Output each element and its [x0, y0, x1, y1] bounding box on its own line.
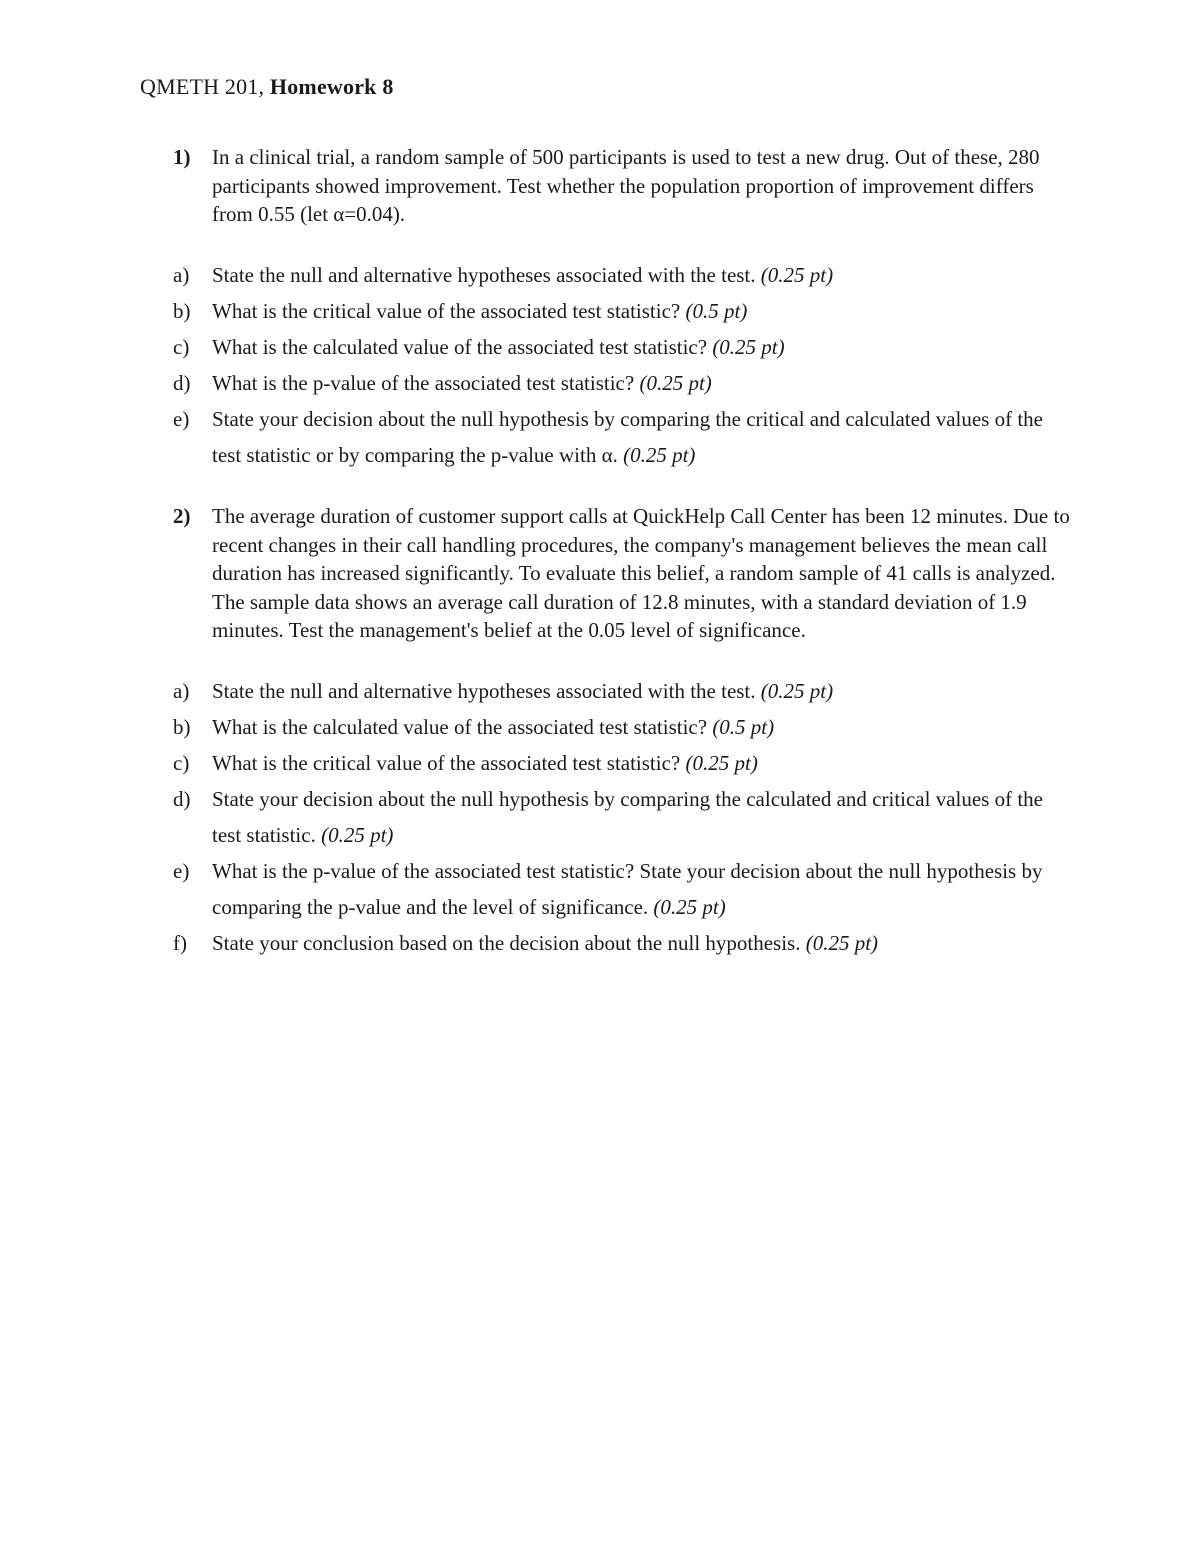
part-b — [140, 709, 1070, 745]
part-text: State your conclusion based on the decision about the null hypothesis. — [212, 930, 801, 955]
part-letter: a) — [173, 678, 190, 703]
part-letter: d) — [173, 370, 191, 395]
part-text: What is the calculated value of the associated test statistic? — [212, 334, 708, 359]
part-text: State your decision about the null hypothesis by comparing the calculated and critical values of the test statistic. — [212, 786, 1044, 847]
part-points: (0.25 pt) — [805, 930, 879, 955]
question-number: 1) — [173, 145, 191, 169]
question-parts — [140, 257, 1070, 473]
question-text: In a clinical trial, a random sample of 500 participants is used to test a new drug. Out of these, 280 participants showed improvement. Test whether the population proportion of improvement differs from 0.55 (let α=0.04). — [212, 145, 1040, 226]
page-title-text: QMETH 201, Homework 8 — [140, 74, 394, 99]
part-text: What is the p-value of the associated test statistic? — [212, 370, 635, 395]
question-text: The average duration of customer support calls at QuickHelp Call Center has been 12 minutes. Due to recent changes in their call handling procedures, the company's management believes the mean call duration has increased significantly. To evaluate this belief, a random sample of 41 calls is analyzed. The sample data shows an average call duration of 12.8 minutes, with a standard deviation of 1.9 minutes. Test the management's belief at the 0.05 level of significance. — [212, 504, 1070, 642]
part-points: (0.25 pt) — [653, 894, 726, 919]
part-text: State the null and alternative hypotheses associated with the test. — [212, 678, 756, 703]
part-letter: f) — [173, 930, 187, 955]
question-1 — [140, 143, 1070, 473]
part-text: State your decision about the null hypothesis by comparing the critical and calculated values of the test statistic or by comparing the p-value with α. — [212, 406, 1044, 467]
part-letter: d) — [173, 786, 191, 811]
part-points: (0.25 pt) — [760, 262, 834, 287]
part-points: (0.5 pt) — [685, 298, 748, 323]
part-b — [140, 293, 1070, 329]
part-a — [140, 673, 1070, 709]
question-number: 2) — [173, 504, 191, 528]
part-text: State the null and alternative hypotheses associated with the test. — [212, 262, 756, 287]
part-letter: e) — [173, 406, 190, 431]
part-points: (0.5 pt) — [712, 714, 775, 739]
part-d — [140, 781, 1070, 853]
part-points: (0.25 pt) — [321, 822, 394, 847]
part-points: (0.25 pt) — [760, 678, 834, 703]
part-letter: a) — [173, 262, 190, 287]
part-e — [140, 401, 1070, 473]
part-f — [140, 925, 1070, 961]
question-parts — [140, 673, 1070, 961]
part-text: What is the calculated value of the associated test statistic? — [212, 714, 708, 739]
question-2 — [140, 502, 1070, 961]
part-letter: c) — [173, 334, 190, 359]
part-letter: c) — [173, 750, 190, 775]
part-points: (0.25 pt) — [712, 334, 785, 359]
part-e — [140, 853, 1070, 925]
part-text: What is the critical value of the associated test statistic? — [212, 298, 681, 323]
page-title — [140, 74, 394, 100]
question-stem — [140, 502, 1070, 645]
part-d — [140, 365, 1070, 401]
part-points: (0.25 pt) — [639, 370, 712, 395]
part-a — [140, 257, 1070, 293]
question-stem — [140, 143, 1070, 229]
part-letter: b) — [173, 298, 191, 323]
part-text: What is the p-value of the associated test statistic? State your decision about the null hypothesis by comparing the p-value and the level of significance. — [212, 858, 1043, 919]
part-letter: e) — [173, 858, 190, 883]
part-letter: b) — [173, 714, 191, 739]
part-text: What is the critical value of the associated test statistic? — [212, 750, 681, 775]
part-c — [140, 745, 1070, 781]
part-points: (0.25 pt) — [623, 442, 696, 467]
part-c — [140, 329, 1070, 365]
part-points: (0.25 pt) — [685, 750, 758, 775]
